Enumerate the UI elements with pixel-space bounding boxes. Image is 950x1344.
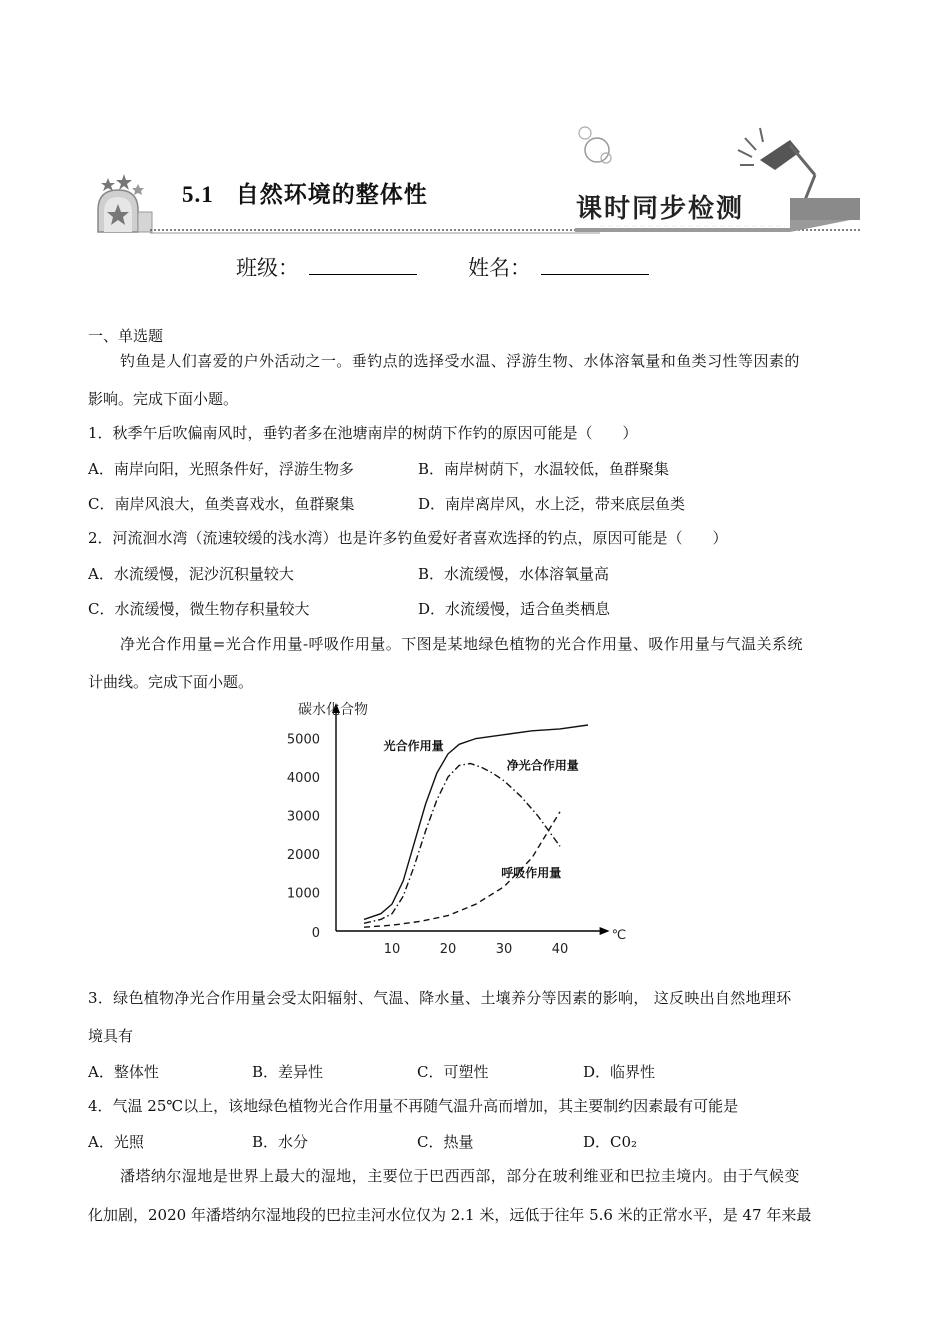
- q1-stem: 1．秋季午后吹偏南风时，垂钓者多在池塘南岸的树荫下作钓的原因可能是（ ）: [88, 424, 638, 442]
- x-axis-label: ℃: [611, 928, 627, 943]
- q4-option-c[interactable]: C．热量: [417, 1133, 474, 1151]
- chart-axes: [332, 703, 610, 935]
- q3-option-b[interactable]: B．差异性: [252, 1063, 324, 1081]
- lesson-name: 自然环境的整体性: [235, 182, 428, 208]
- q4-option-a[interactable]: A．光照: [88, 1133, 144, 1151]
- net-photosynthesis-annotation: 净光合作用量: [506, 758, 579, 773]
- star-emblem-icon: [98, 174, 152, 232]
- class-blank[interactable]: [309, 256, 417, 275]
- q2-option-d[interactable]: D．水流缓慢，适合鱼类栖息: [418, 600, 611, 618]
- q1-option-c[interactable]: C．南岸风浪大，鱼类喜戏水，鱼群聚集: [88, 495, 355, 513]
- name-field[interactable]: [468, 252, 649, 282]
- passage2-line2: 计曲线。完成下面小题。: [88, 673, 254, 691]
- passage2-line1: 净光合作用量=光合作用量-呼吸作用量。下图是某地绿色植物的光合作用量、吸作用量与气温关系统: [120, 635, 803, 653]
- desk-lamp-icon: [738, 128, 815, 200]
- respiration-annotation: 呼吸作用量: [501, 866, 562, 881]
- class-label: 班级：: [236, 256, 299, 280]
- lesson-number: 5.1: [182, 182, 214, 207]
- q4-stem: 4．气温 25℃以上，该地绿色植物光合作用量不再随气温升高而增加，其主要制约因素最有可能是: [88, 1097, 739, 1115]
- origin-label: 0: [311, 926, 320, 941]
- net-photosynthesis-line: [364, 764, 560, 924]
- q4-option-d[interactable]: D．C0₂: [583, 1133, 638, 1151]
- bubble-icon: [585, 138, 609, 162]
- passage1-line2: 影响。完成下面小题。: [88, 390, 239, 408]
- q3-stem-line2: 境具有: [88, 1027, 134, 1045]
- q1-option-b[interactable]: B．南岸树荫下，水温较低，鱼群聚集: [418, 460, 670, 478]
- banner-text: 课时同步检测: [576, 194, 745, 224]
- q2-stem: 2．河流洄水湾（流速较缓的浅水湾）也是许多钓鱼爱好者喜欢选择的钓点，原因可能是（ ）: [88, 529, 728, 547]
- y-tick-label: 1000: [286, 886, 320, 902]
- q2-option-a[interactable]: A．水流缓慢，泥沙沉积量较大: [88, 565, 294, 583]
- passage3-line2: 化加剧，2020 年潘塔纳尔湿地段的巴拉圭河水位仅为 2.1 米，远低于往年 5.6 米的正常水平，是 47 年来最: [88, 1206, 812, 1224]
- x-tick-label: 30: [495, 942, 513, 957]
- y-axis-label: 碳水化合物: [298, 702, 368, 718]
- photosynthesis-annotation: 光合作用量: [383, 739, 444, 754]
- chart-labels: [287, 701, 626, 957]
- class-field[interactable]: [236, 252, 417, 282]
- x-tick-label: 10: [383, 942, 401, 957]
- y-tick-label: 4000: [286, 771, 320, 786]
- q3-option-a[interactable]: A．整体性: [88, 1063, 159, 1081]
- q3-option-d[interactable]: D．临界性: [583, 1063, 656, 1081]
- q1-option-a[interactable]: A．南岸向阳，光照条件好，浮游生物多: [88, 460, 354, 478]
- header-decoration: [0, 0, 950, 240]
- y-tick-label: 3000: [286, 809, 320, 825]
- x-tick-label: 40: [551, 942, 569, 957]
- q3-option-c[interactable]: C．可塑性: [417, 1063, 489, 1081]
- q4-option-b[interactable]: B．水分: [252, 1133, 309, 1151]
- name-label: 姓名：: [468, 256, 531, 280]
- x-axis-arrow-icon: [600, 927, 610, 935]
- photosynthesis-chart: [280, 695, 680, 960]
- passage1-line1: 钓鱼是人们喜爱的户外活动之一。垂钓点的选择受水温、浮游生物、水体溶氧量和鱼类习性等因素的: [120, 352, 800, 370]
- q1-option-d[interactable]: D．南岸离岸风，水上泛，带来底层鱼类: [418, 495, 686, 513]
- q2-option-c[interactable]: C．水流缓慢，微生物存积量较大: [88, 600, 310, 618]
- section-title: 一、单选题: [88, 327, 164, 345]
- lesson-title: [182, 176, 428, 209]
- q3-stem-line1: 3．绿色植物净光合作用量会受太阳辐射、气温、降水量、土壤养分等因素的影响， 这反映出自然地理环: [88, 989, 792, 1007]
- y-tick-label: 5000: [286, 732, 320, 748]
- x-tick-label: 20: [439, 942, 457, 957]
- name-blank[interactable]: [541, 256, 649, 275]
- chart-series: [364, 725, 588, 927]
- passage3-line1: 潘塔纳尔湿地是世界上最大的湿地，主要位于巴西西部，部分在玻利维亚和巴拉圭境内。由于气候变: [120, 1167, 800, 1185]
- y-tick-label: 2000: [286, 848, 320, 863]
- q2-option-b[interactable]: B．水流缓慢，水体溶氧量高: [418, 565, 610, 583]
